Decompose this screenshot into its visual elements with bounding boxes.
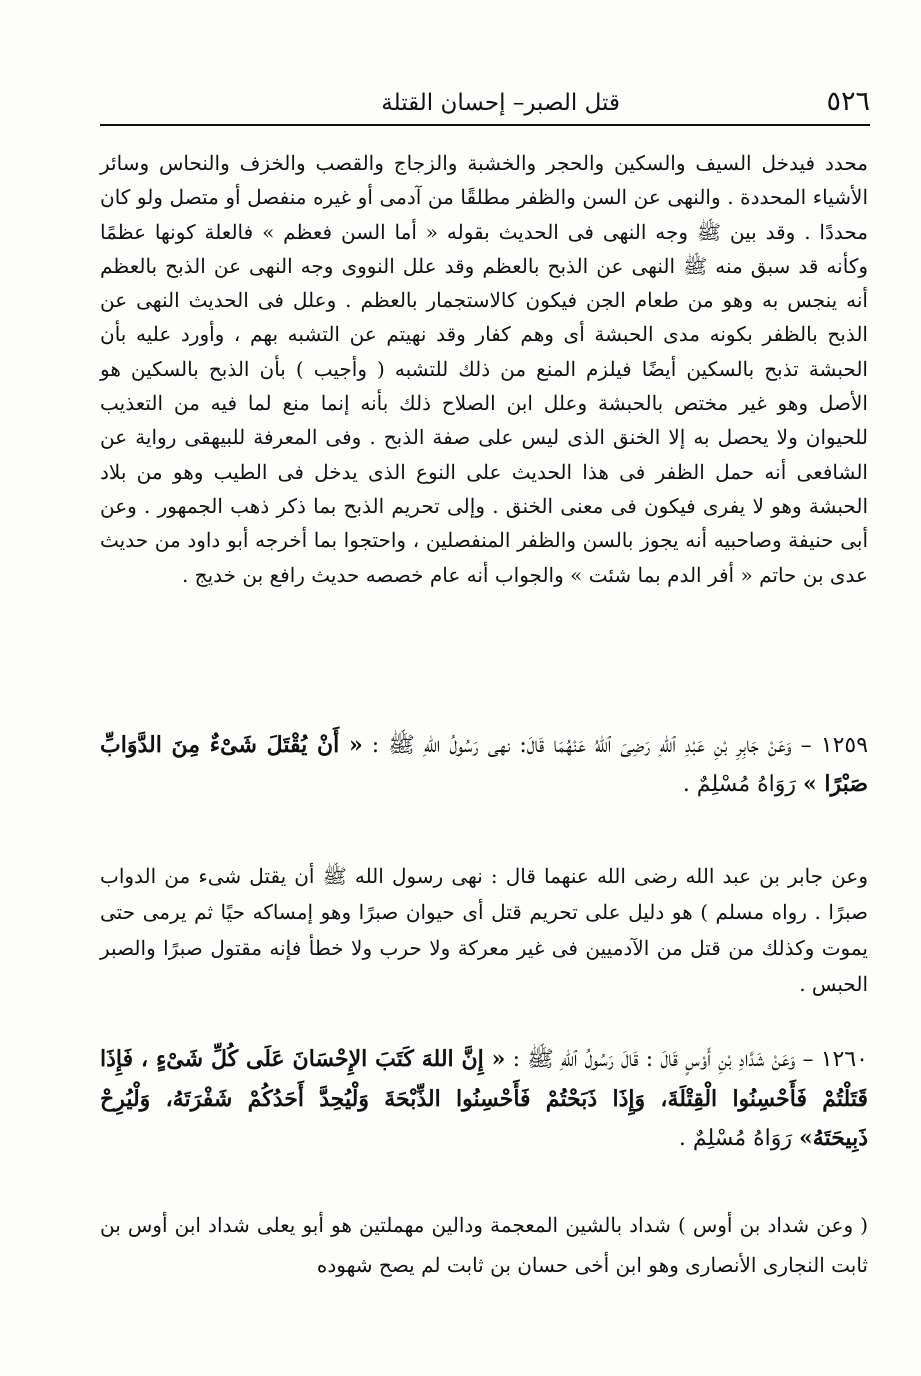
commentary-paragraph: وعن جابر بن عبد الله رضى الله عنهما قال : نهى رسول الله ﷺ أن يقتل شىء من الدواب صبرًا . رواه مسلم ) هو دليل على تحريم قتل أى حيوان صبرًا وهو إمساكه حيًا ثم يرمى حتى يموت وكذلك من قتل من الآدميين فى غير معركة ولا حرب ولا خطأ فإنه مقتول صبرًا والصبر الحبس . (100, 864, 868, 996)
hadith-intro: ١٢٦٠ – وَعَنْ شَدَّادِ بْنِ أَوْسٍ قَالَ : قَالَ رَسُولُ ٱللهِ ﷺ : (512, 1047, 868, 1072)
hadith-intro: ١٢٥٩ – وَعَنْ جَابِرِ بْنِ عَبْدِ ٱللهِ رَضِىَ ٱللهُ عَنْهُمَا قَالَ: نهى رَسُولُ اللهِ ﷺ : (371, 733, 869, 758)
hadith-text: « أَنْ يُقْتَلَ شَىْءٌ مِنَ الدَّوَابِّ صَبْرًا » (100, 732, 868, 797)
hadith-text: « إِنَّ اللهَ كَتَبَ الإِحْسَانَ عَلَى كُلِّ شَىْءٍ ، فَإِذَا قَتَلْتُمْ فَأَحْسِنُوا الْقِتْلَةَ، وَإِذَا ذَبَحْتُمْ فَأَحْسِنُوا الذِّبْحَةَ وَلْيُحِدَّ أَحَدُكُمْ شَفْرَتَهُ، وَلْيُرِحْ ذَبِيحَتَهُ» (100, 1046, 868, 1151)
commentary-paragraph: ( وعن شداد بن أوس ) شداد بالشين المعجمة ودالين مهملتين هو أبو يعلى شداد ابن أوس بن ثابت النجارى الأنصارى وهو ابن أخى حسان بن ثابت لم يصح شهوده (100, 1213, 868, 1277)
hadith-1260 (100, 1040, 868, 1159)
commentary-paragraph: محدد فيدخل السيف والسكين والحجر والخشبة والزجاج والقصب والخزف والنحاس وسائر الأشياء المحددة . والنهى عن السن والظفر مطلقًا من آدمى أو غيره منفصل أو متصل ولو كان محددًا . وقد بين ﷺ وجه النهى فى الحديث بقوله « أما السن فعظم » فالعلة كونها عظمًا وكأنه قد سبق منه ﷺ النهى عن الذبح بالعظم وقد علل النووى وجه النهى عن الذبح بالعظم أنه ينجس به وهو من طعام الجن فيكون كالاستجمار بالعظم . وعلل فى الحديث النهى عن الذبح بالظفر بكونه مدى الحبشة أى وهم كفار وقد نهيتم عن التشبه بهم ، وأورد عليه بأن الحبشة تذبح بالسكين أيضًا فيلزم المنع من ذلك للتشبه ( وأجيب ) بأن الذبح بالسكين هو الأصل وهو غير مختص بالحبشة وعلل ابن الصلاح ذلك بأنه إنما منع لما فيه من التعذيب للحيوان ولا يحصل به إلا الخنق الذى ليس على صفة الذبح . وفى المعرفة للبيهقى رواية عن الشافعى أنه حمل الظفر فى هذا الحديث على النوع الذى يدخل فى الطيب وهو من بلاد الحبشة وهو لا يفرى فيكون فى معنى الخنق . وإلى تحريم الذبح بما ذكر ذهب الجمهور . وعن أبى حنيفة وصاحبيه أنه يجوز بالسن والظفر المنفصلين ، واحتجوا بما أخرجه أبو داود من حديث عدى بن حاتم « أفر الدم بما شئت » والجواب أنه عام خصصه حديث رافع بن خديج . (100, 151, 868, 587)
page-header (100, 86, 870, 120)
hadith-source: رَوَاهُ مُسْلِمٌ . (682, 772, 797, 797)
header-rule (100, 124, 870, 126)
hadith-source: رَوَاهُ مُسْلِمٌ . (678, 1126, 793, 1151)
page-number: ٥٢٦ (826, 86, 870, 117)
hadith-1259 (100, 726, 868, 804)
running-title: قتل الصبر– إحسان القتلة (381, 90, 620, 116)
